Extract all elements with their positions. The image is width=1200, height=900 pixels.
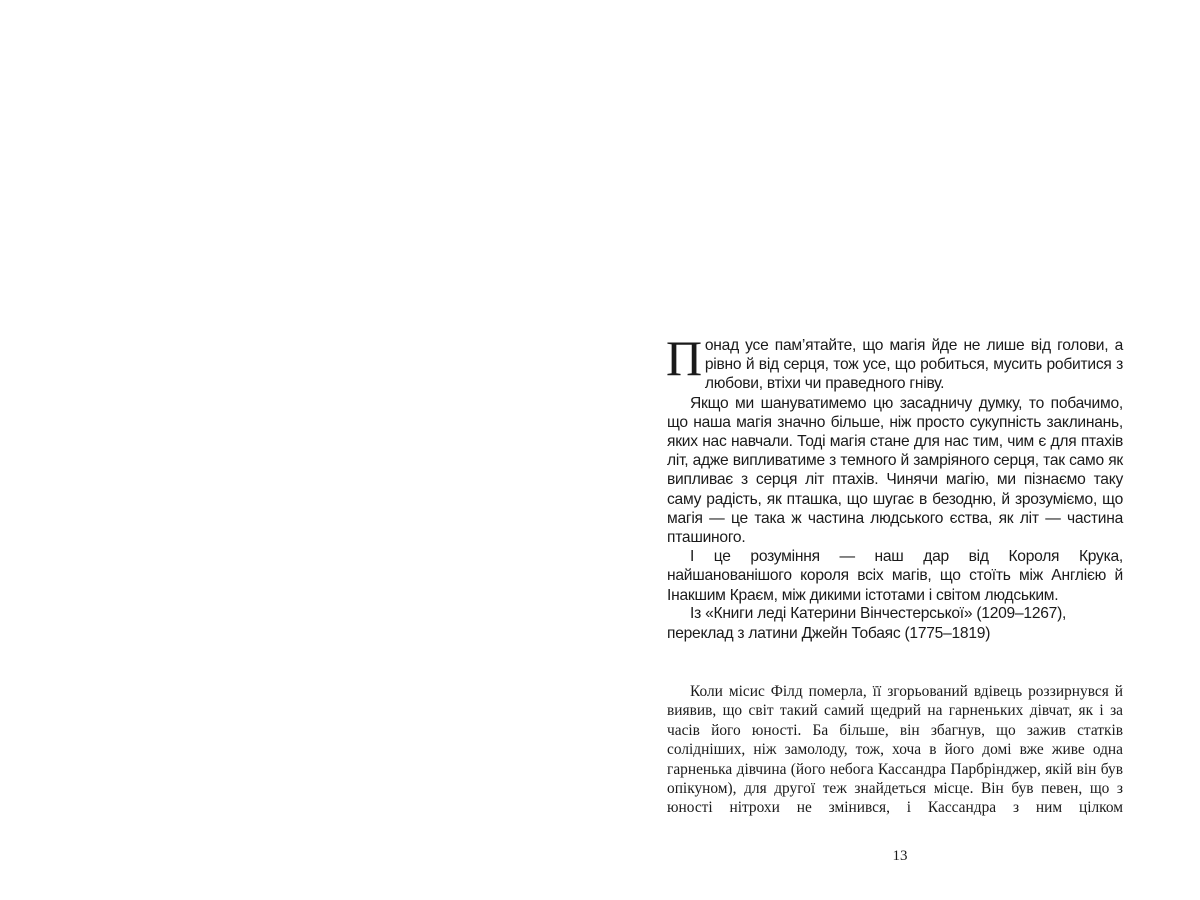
epigraph-paragraph-1 (666, 330, 1123, 394)
drop-cap: П (666, 330, 702, 386)
epigraph-paragraph-3: І це розуміння — наш дар від Короля Крука, найшанованішого короля всіх магів, що стоїть між Англією й Інакшим Краєм, між дикими істотами і світом людським. (667, 548, 1123, 604)
epigraph-paragraph-1-text: онад усе пам’ятайте, що магія йде не лише від голови, а рівно й від серця, тож усе, що робиться, мусить робитися з любови, втіхи чи праведного гніву. (704, 337, 1123, 393)
page-number: 13 (892, 848, 908, 864)
epigraph-paragraph-2: Якщо ми шануватимемо цю засадничу думку, то побачимо, що наша магія значно більше, ніж просто сукупність заклинань, яких нас навчали. Тоді магія стане для нас тим, чим є для птахів літ, адже випливатиме з темного й замріяного серця, так само як випливає з серця літ птахів. Чинячи магію, ми пізнаємо таку саму радість, як пташка, що шугає в безодню, й зрозуміємо, що магія — це така ж частина людського єства, як літ — частина пташиного. (667, 394, 1123, 547)
epigraph (666, 330, 1123, 605)
epigraph-source: Із «Книги леді Катерини Вінчестерської» (1209–1267), переклад з латини Джейн Тобаяс (1775–1819) (667, 605, 1067, 642)
chapter-body-paragraph: Коли місис Філд померла, її згорьований вдівець роззирнувся й виявив, що світ такий самий щедрий на гарненьких дівчат, як і за часів його юності. Ба більше, він збагнув, що зажив статків солідніших, ніж замолоду, тож, хоча в його домі вже живе одна гарненька дівчина (його небога Кассандра Парбрінджер, якій він був опікуном), для другої теж знайдеться місце. Він був певен, що з юності нітрохи не змінився, і Кассандра з ним цілком (667, 683, 1123, 817)
